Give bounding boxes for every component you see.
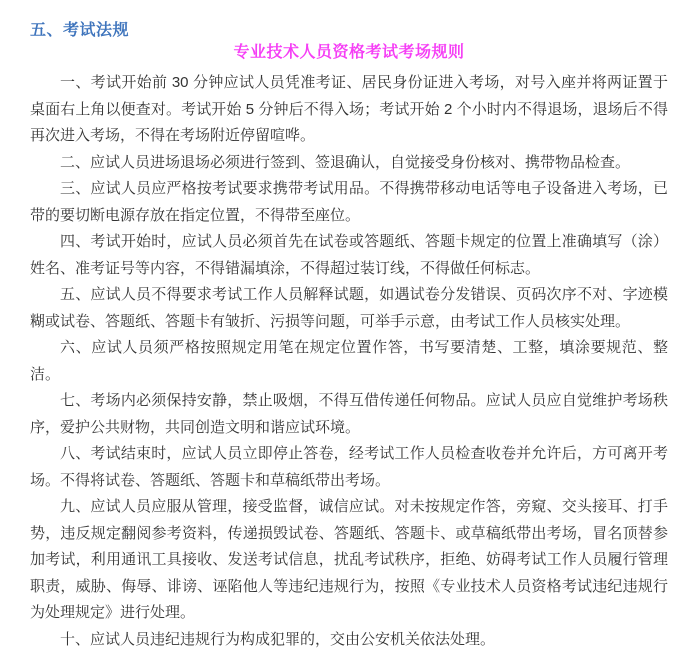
regulation-paragraph: 七、考场内必须保持安静，禁止吸烟，不得互借传递任何物品。应试人员应自觉维护考场秩序，爱护公共财物，共同创造文明和谐应试环境。 (30, 388, 668, 441)
regulation-paragraph: 六、应试人员须严格按照规定用笔在规定位置作答，书写要清楚、工整，填涂要规范、整洁。 (30, 335, 668, 388)
document-title: 专业技术人员资格考试考场规则 (30, 42, 668, 64)
section-heading: 五、考试法规 (30, 20, 668, 42)
regulation-paragraph: 五、应试人员不得要求考试工作人员解释试题，如遇试卷分发错误、页码次序不对、字迹模糊或试卷、答题纸、答题卡有皱折、污损等问题，可举手示意，由考试工作人员核实处理。 (30, 282, 668, 335)
regulation-paragraph: 三、应试人员应严格按考试要求携带考试用品。不得携带移动电话等电子设备进入考场，已带的要切断电源存放在指定位置，不得带至座位。 (30, 176, 668, 229)
regulation-paragraph: 十、应试人员违纪违规行为构成犯罪的，交由公安机关依法处理。 (30, 627, 668, 653)
regulation-paragraph: 八、考试结束时，应试人员立即停止答卷，经考试工作人员检查收卷并允许后，方可离开考场。不得将试卷、答题纸、答题卡和草稿纸带出考场。 (30, 441, 668, 494)
regulations-body (30, 70, 668, 653)
regulation-paragraph: 一、考试开始前 30 分钟应试人员凭准考证、居民身份证进入考场，对号入座并将两证置于桌面右上角以便查对。考试开始 5 分钟后不得入场；考试开始 2 个小时内不得退场，退场后不得再次进入考场，不得在考场附近停留喧哗。 (30, 70, 668, 150)
regulation-paragraph: 二、应试人员进场退场必须进行签到、签退确认，自觉接受身份核对、携带物品检查。 (30, 150, 668, 177)
regulation-paragraph: 九、应试人员应服从管理，接受监督，诚信应试。对未按规定作答，旁窥、交头接耳、打手势，违反规定翻阅参考资料，传递损毁试卷、答题纸、答题卡、或草稿纸带出考场，冒名顶替参加考试，利用通讯工具接收、发送考试信息，扰乱考试秩序，拒绝、妨碍考试工作人员履行管理职责，威胁、侮辱、诽谤、诬陷他人等违纪违规行为，按照《专业技术人员资格考试违纪违规行为处理规定》进行处理。 (30, 494, 668, 627)
regulation-paragraph: 四、考试开始时，应试人员必须首先在试卷或答题纸、答题卡规定的位置上准确填写（涂）姓名、准考证号等内容，不得错漏填涂，不得超过装订线，不得做任何标志。 (30, 229, 668, 282)
